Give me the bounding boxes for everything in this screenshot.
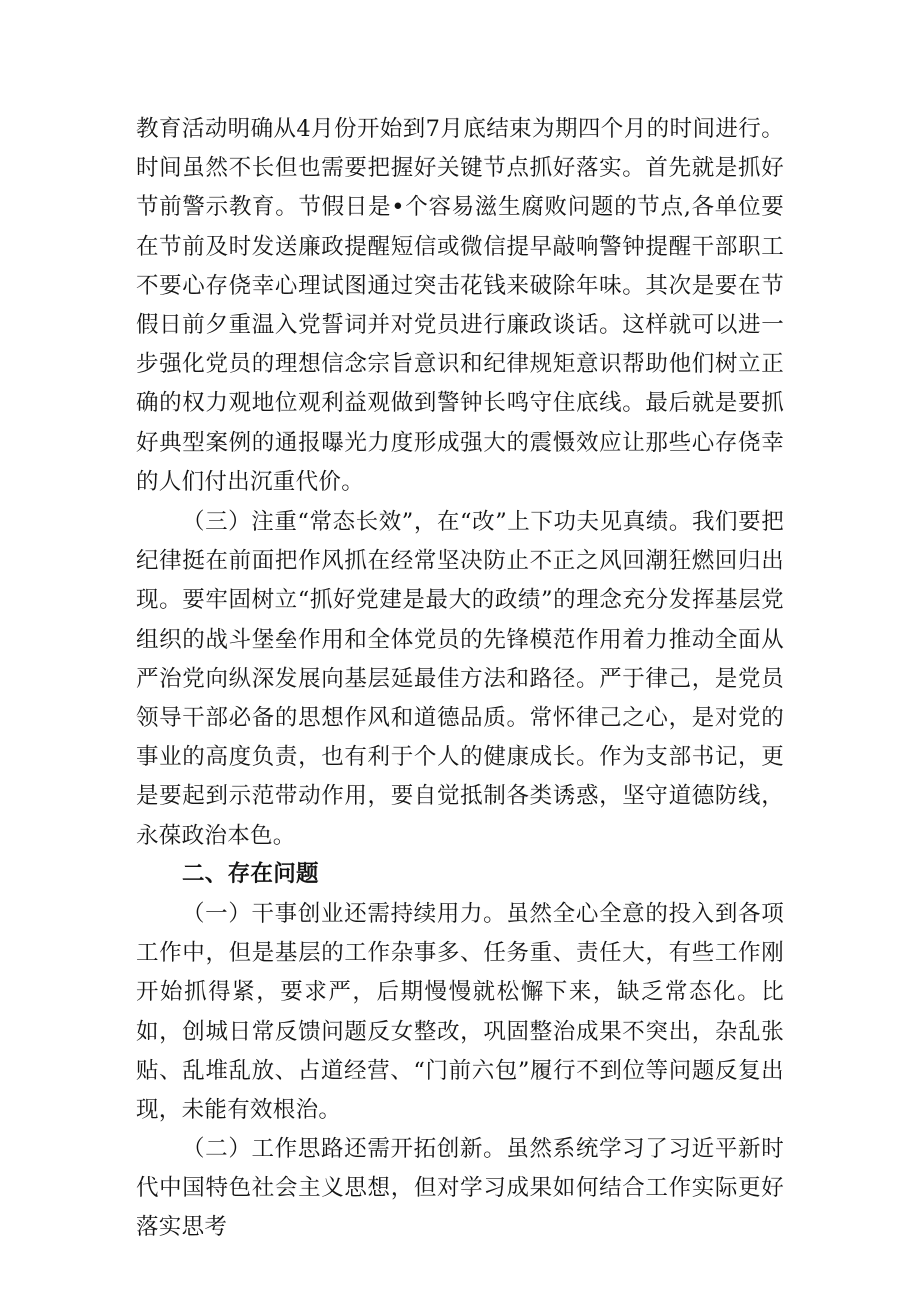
paragraph-education-activity: 教育活动明确从4月份开始到7月底结束为期四个月的时间进行。时间虽然不长但也需要把握好关键节点抓好落实。首先就是抓好节前警示教育。节假日是•个容易滋生腐败问题的节点,各单位要在节前及时发送廉政提醒短信或微信提早敲响警钟提醒干部职工不要心存侥幸心理试图通过突击花钱来破除年味。其次是要在节假日前夕重温入党誓词并对党员进行廉政谈话。这样就可以进一步强化党员的理想信念宗旨意识和纪律规矩意识帮助他们树立正确的权力观地位观利益观做到警钟长鸣守住底线。最后就是要抓好典型案例的通报曝光力度形成强大的震慑效应让那些心存侥幸的人们付出沉重代价。 bbox=[136, 116, 784, 495]
paragraph-normalized-effect: （三）注重“常态长效”，在“改”上下功夫见真绩。我们要把纪律挺在前面把作风抓在经常坚决防止不正之风回潮狂燃回归出现。要牢固树立“抓好党建是最大的政绩”的理念充分发挥基层党组织的战斗堡垒作用和全体党员的先锋模范作用着力推动全面从严治党向纵深发展向基层延最佳方法和路径。严于律己，是党员领导干部必备的思想作风和道德品质。常怀律己之心，是对党的事业的高度负责，也有利于个人的健康成长。作为支部书记，更是要起到示范带动作用，要自觉抵制各类诱惑，坚守道德防线，永葆政治本色。 bbox=[136, 509, 784, 849]
section-heading-existing-problems: 二、存在问题 bbox=[182, 861, 319, 887]
paragraph-problem-one: （一）干事创业还需持续用力。虽然全心全意的投入到各项工作中，但是基层的工作杂事多、任务重、责任大，有些工作刚开始抓得紧，要求严，后期慢慢就松懈下来，缺乏常态化。比如，创城日常反馈问题反女整改，巩固整治成果不突出，杂乱张贴、乱堆乱放、占道经营、“门前六包”履行不到位等问题反复出现，未能有效根治。 bbox=[136, 901, 784, 1124]
paragraph-problem-two: （二）工作思路还需开拓创新。虽然系统学习了习近平新时代中国特色社会主义思想，但对学习成果如何结合工作实际更好落实思考 bbox=[136, 1136, 784, 1241]
